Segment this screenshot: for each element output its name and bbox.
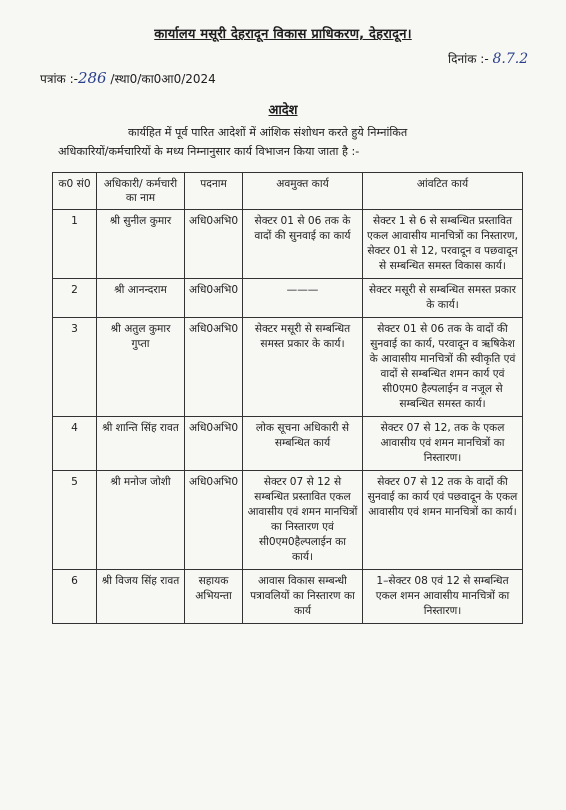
- cell-relieved: आवास विकास सम्बन्धी पत्रावलियों का निस्तारण का कार्य: [243, 570, 363, 624]
- table-row: [53, 318, 523, 417]
- ref-suffix: /स्था0/का0आ0/2024: [110, 72, 216, 86]
- header-name: अधिकारी/ कर्मचारी का नाम: [97, 173, 185, 210]
- cell-assigned: सेक्टर 07 से 12, तक के एकल आवासीय एवं शमन मानचित्रों का निस्तारण।: [363, 417, 523, 471]
- cell-sn: 3: [53, 318, 97, 417]
- table-row: [53, 279, 523, 318]
- cell-relieved: सेक्टर मसूरी से सम्बन्धित समस्त प्रकार के कार्य।: [243, 318, 363, 417]
- cell-relieved: सेक्टर 01 से 06 तक के वादों की सुनवाई का कार्य: [243, 210, 363, 279]
- cell-post: अधि0अभि0: [185, 279, 243, 318]
- cell-name: श्री अतुल कुमार गुप्ता: [97, 318, 185, 417]
- cell-post: अधि0अभि0: [185, 417, 243, 471]
- cell-post: अधि0अभि0: [185, 210, 243, 279]
- intro-line-2: अधिकारियों/कर्मचारियों के मध्य निम्नानुसार कार्य विभाजन किया जाता है :-: [58, 145, 360, 158]
- cell-sn: 4: [53, 417, 97, 471]
- cell-assigned: सेक्टर 1 से 6 से सम्बन्धित प्रस्तावित एकल आवासीय मानचित्रों का निस्तारण, सेक्टर 01 से 12, परवादून व पछवादून से सम्बन्धित समस्त विकास कार्य।: [363, 210, 523, 279]
- work-division-table: [52, 172, 523, 624]
- cell-relieved: सेक्टर 07 से 12 से सम्बन्धित प्रस्तावित एकल आवासीय एवं शमन मानचित्रों का निस्तारण एवं सी0एम0हैल्पलाईन का कार्य।: [243, 471, 363, 570]
- table-header-row: [53, 173, 523, 210]
- date-value: 8.7.2: [492, 51, 529, 67]
- table-row: [53, 417, 523, 471]
- cell-post: सहायक अभियन्ता: [185, 570, 243, 624]
- cell-assigned: सेक्टर 01 से 06 तक के वादों की सुनवाई का कार्य, परवादून व ऋषिकेश के आवासीय मानचित्रों की स्वीकृति एवं वादों से सम्बन्धित शमन कार्य एवं सी0एम0 हैल्पलाईन व नजूल से सम्बन्धित समस्त कार्य।: [363, 318, 523, 417]
- table-row: [53, 570, 523, 624]
- cell-relieved: ———: [243, 279, 363, 318]
- cell-name: श्री विजय सिंह रावत: [97, 570, 185, 624]
- cell-sn: 2: [53, 279, 97, 318]
- cell-name: श्री मनोज जोशी: [97, 471, 185, 570]
- header-sn: क0 सं0: [53, 173, 97, 210]
- cell-name: श्री सुनील कुमार: [97, 210, 185, 279]
- date-label: दिनांक :-: [448, 52, 489, 66]
- cell-post: अधि0अभि0: [185, 318, 243, 417]
- order-title: आदेश: [268, 103, 298, 118]
- cell-sn: 5: [53, 471, 97, 570]
- cell-relieved: लोक सूचना अधिकारी से सम्बन्धित कार्य: [243, 417, 363, 471]
- cell-assigned: सेक्टर मसूरी से सम्बन्धित समस्त प्रकार के कार्य।: [363, 279, 523, 318]
- reference-line: [40, 69, 216, 87]
- table-row: [53, 210, 523, 279]
- ref-label: पत्रांक :-: [40, 72, 78, 86]
- header-assigned-work: आंवटित कार्य: [363, 173, 523, 210]
- office-header: कार्यालय मसूरी देहरादून विकास प्राधिकरण, देहरादून।: [154, 27, 412, 42]
- ref-number: 286: [77, 69, 107, 87]
- date-line: [448, 50, 528, 67]
- intro-line-1: कार्यहित में पूर्व पारित आदेशों में आंशिक संशोधन करते हुये निम्नांकित: [128, 126, 408, 139]
- header-post: पदनाम: [185, 173, 243, 210]
- cell-assigned: सेक्टर 07 से 12 तक के वादों की सुनवाई का कार्य एवं पछवादून के एकल आवासीय एवं शमन मानचित्रों का कार्य।: [363, 471, 523, 570]
- table-row: [53, 471, 523, 570]
- cell-assigned: 1–सेक्टर 08 एवं 12 से सम्बन्धित एकल शमन आवासीय मानचित्रों का निस्तारण।: [363, 570, 523, 624]
- header-relieved-work: अवमुक्त कार्य: [243, 173, 363, 210]
- cell-name: श्री शान्ति सिंह रावत: [97, 417, 185, 471]
- cell-sn: 1: [53, 210, 97, 279]
- cell-name: श्री आनन्दराम: [97, 279, 185, 318]
- cell-sn: 6: [53, 570, 97, 624]
- cell-post: अधि0अभि0: [185, 471, 243, 570]
- order-intro: [58, 123, 528, 161]
